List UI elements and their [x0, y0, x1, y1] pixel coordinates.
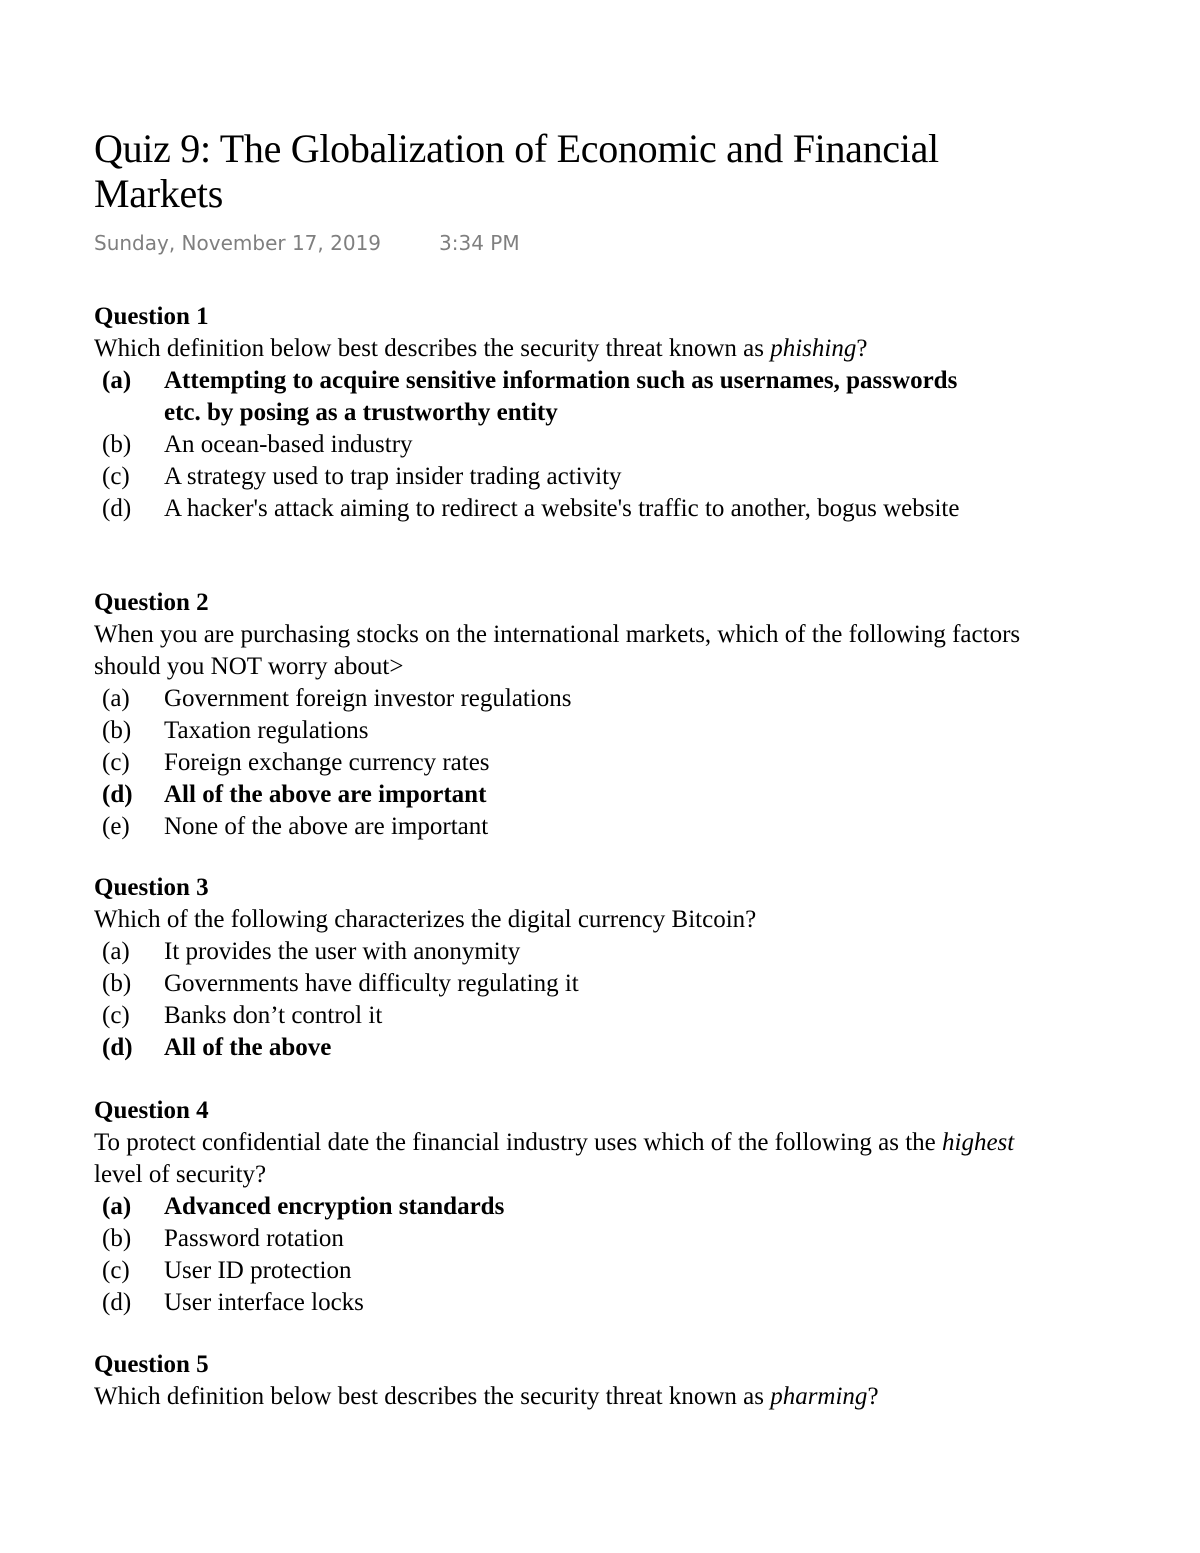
answer-option [94, 968, 1054, 1000]
option-letter: (b) [102, 970, 132, 997]
answer-option [94, 715, 1054, 747]
option-letter: (b) [102, 717, 132, 744]
question-text-emphasis: highest [942, 1129, 1015, 1156]
question-text-emphasis: phishing [770, 335, 857, 362]
note-date: Sunday, November 17, 2019 [94, 231, 382, 255]
question-heading: Question 1 [94, 303, 209, 330]
option-text: All of the above are important [164, 781, 487, 808]
option-letter: (c) [102, 749, 130, 776]
answer-option [94, 1287, 1054, 1319]
option-text: Governments have difficulty regulating it [164, 970, 579, 997]
option-text: Foreign exchange currency rates [164, 749, 490, 776]
question-heading: Question 3 [94, 874, 209, 901]
answer-option-correct [94, 365, 1054, 429]
question-5 [94, 1349, 1054, 1413]
option-text: Government foreign investor regulations [164, 685, 572, 712]
answer-option [94, 747, 1054, 779]
option-letter: (d) [102, 1034, 133, 1061]
answer-options [94, 365, 1054, 525]
option-text: Advanced encryption standards [164, 1193, 505, 1220]
question-3 [94, 872, 1054, 1064]
answer-options [94, 1191, 1054, 1319]
option-letter: (a) [102, 367, 132, 394]
question-text [94, 904, 1054, 936]
option-letter: (c) [102, 1002, 130, 1029]
option-letter: (b) [102, 1225, 132, 1252]
option-text: Password rotation [164, 1225, 344, 1252]
answer-options [94, 683, 1054, 843]
question-text-start: Which of the following characterizes the digital currency Bitcoin? [94, 906, 757, 933]
option-letter: (d) [102, 495, 132, 522]
answer-option [94, 1223, 1054, 1255]
question-text-start: Which definition below best describes the security threat known as [94, 335, 771, 362]
question-1 [94, 301, 1054, 525]
question-text-emphasis: pharming [770, 1383, 868, 1410]
answer-option [94, 811, 1054, 843]
option-text: All of the above [164, 1034, 332, 1061]
option-letter: (a) [102, 1193, 132, 1220]
option-text: It provides the user with anonymity [164, 938, 521, 965]
question-text [94, 1127, 1054, 1191]
option-letter: (a) [102, 685, 130, 712]
question-text-start: When you are purchasing stocks on the international markets, which of the following factors should you NOT worry about> [94, 621, 1021, 680]
option-letter: (b) [102, 431, 132, 458]
option-letter: (c) [102, 1257, 130, 1284]
question-heading: Question 4 [94, 1097, 209, 1124]
option-letter: (a) [102, 938, 130, 965]
option-letter: (d) [102, 781, 133, 808]
option-letter: (e) [102, 813, 130, 840]
answer-option [94, 429, 1054, 461]
question-heading: Question 2 [94, 589, 209, 616]
answer-option [94, 461, 1054, 493]
question-text [94, 333, 1054, 365]
answer-option-correct [94, 1191, 1054, 1223]
answer-option [94, 1000, 1054, 1032]
question-text-end: ? [867, 1383, 879, 1410]
question-text-end: level of security? [94, 1161, 267, 1188]
question-heading: Question 5 [94, 1351, 209, 1378]
answer-options [94, 936, 1054, 1064]
question-4 [94, 1095, 1054, 1319]
option-text: None of the above are important [164, 813, 489, 840]
question-text-end: ? [856, 335, 868, 362]
question-text-start: Which definition below best describes the security threat known as [94, 1383, 771, 1410]
page-title: Quiz 9: The Globalization of Economic and Financial Markets [94, 126, 939, 216]
answer-option-correct [94, 1032, 1054, 1064]
note-time: 3:34 PM [439, 231, 520, 255]
option-text: Banks don’t control it [164, 1002, 383, 1029]
option-text: User interface locks [164, 1289, 364, 1316]
question-2 [94, 587, 1054, 843]
option-letter: (d) [102, 1289, 132, 1316]
option-text: Taxation regulations [164, 717, 369, 744]
answer-option [94, 683, 1054, 715]
question-text [94, 1381, 1054, 1413]
option-text: A hacker's attack aiming to redirect a website's traffic to another, bogus website [164, 495, 960, 522]
answer-option [94, 493, 1054, 525]
option-text: User ID protection [164, 1257, 352, 1284]
option-text: An ocean-based industry [164, 431, 413, 458]
answer-option [94, 1255, 1054, 1287]
question-text [94, 619, 1054, 683]
option-text: A strategy used to trap insider trading activity [164, 463, 622, 490]
option-text: Attempting to acquire sensitive information such as usernames, passwords etc. by posing as a trustworthy entity [164, 367, 958, 426]
question-text-start: To protect confidential date the financial industry uses which of the following as the [94, 1129, 943, 1156]
option-letter: (c) [102, 463, 130, 490]
answer-option [94, 936, 1054, 968]
answer-option-correct [94, 779, 1054, 811]
note-timestamp [94, 230, 520, 256]
